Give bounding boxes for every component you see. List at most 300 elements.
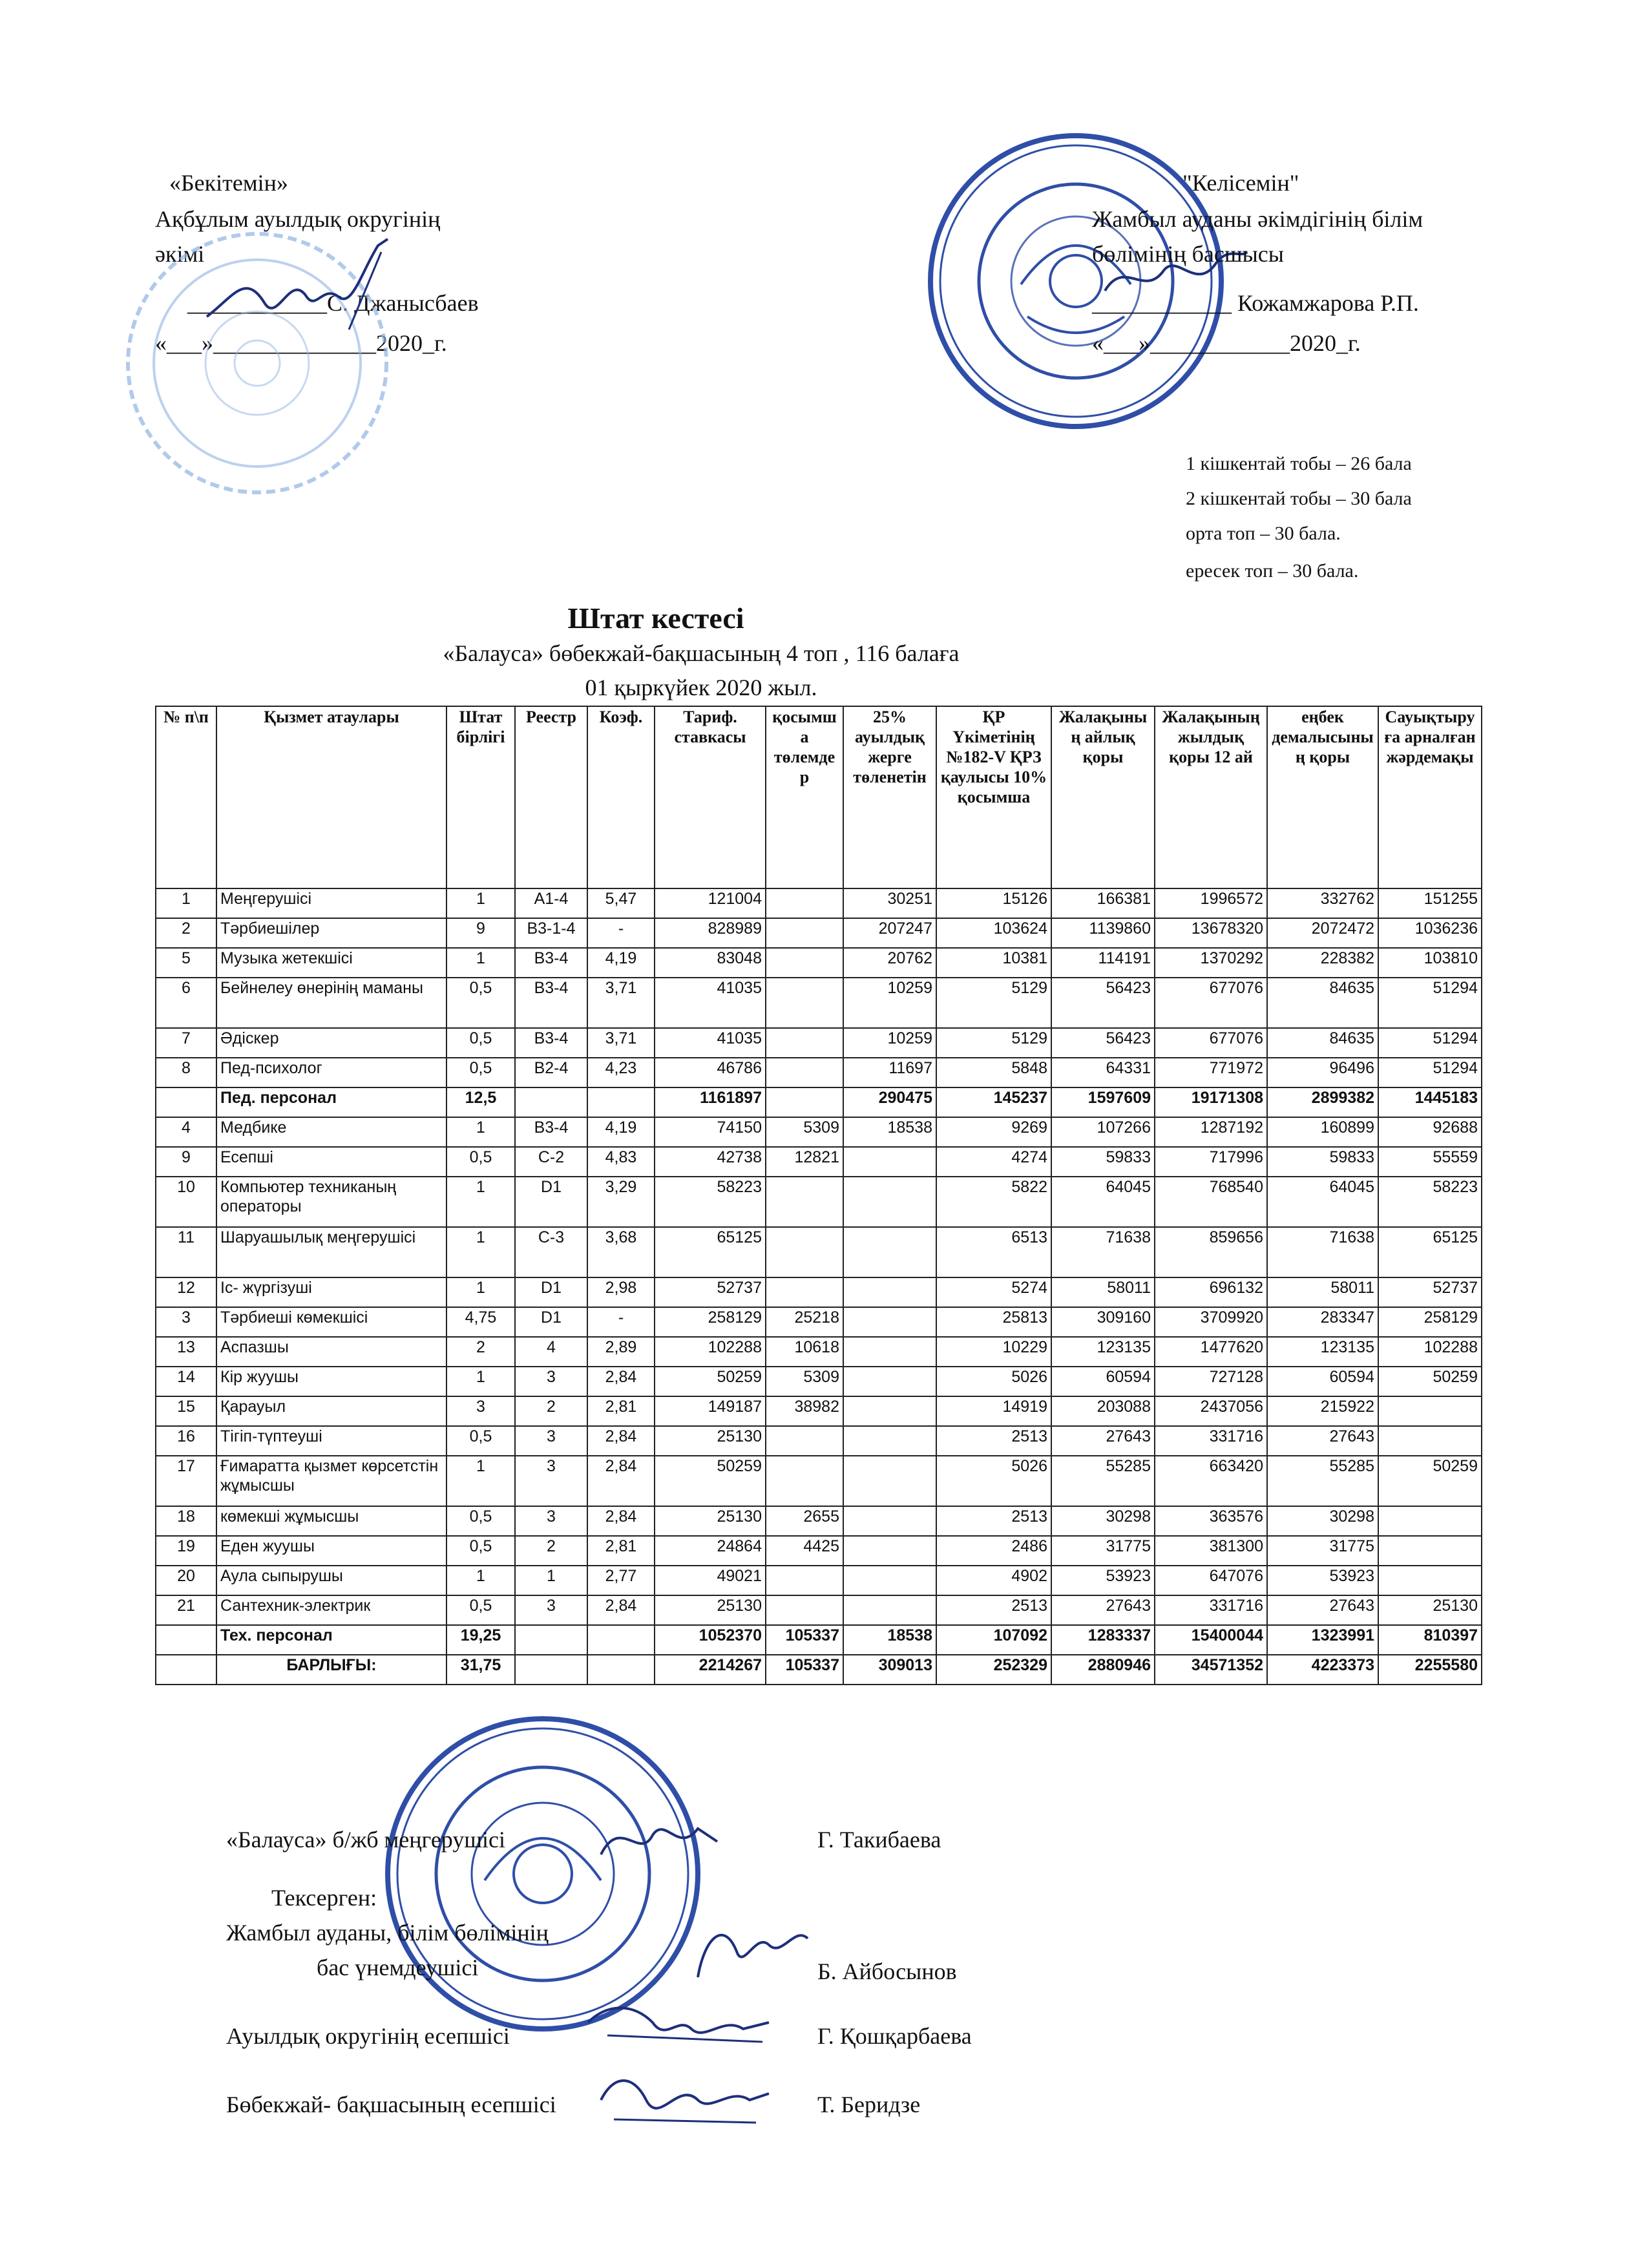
- table-cell: 31775: [1051, 1536, 1155, 1566]
- table-cell: 2880946: [1051, 1655, 1155, 1685]
- table-cell: 1: [446, 1367, 515, 1396]
- table-cell: [156, 1655, 216, 1685]
- table-row: [156, 1396, 1482, 1426]
- table-cell: В3-1-4: [515, 918, 587, 948]
- table-cell: 9: [156, 1147, 216, 1177]
- table-cell: 41035: [655, 1028, 766, 1058]
- table-cell: 203088: [1051, 1396, 1155, 1426]
- table-cell: [1378, 1536, 1482, 1566]
- table-cell: В2-4: [515, 1058, 587, 1087]
- table-cell: 1: [446, 1277, 515, 1307]
- table-cell: 64045: [1051, 1177, 1155, 1227]
- table-cell: 332762: [1267, 888, 1378, 918]
- approve-right-role: бөлімінің басшысы: [1092, 241, 1284, 267]
- table-cell: [1378, 1396, 1482, 1426]
- table-cell: 9269: [936, 1117, 1051, 1147]
- table-cell: 10259: [843, 978, 936, 1028]
- table-cell: 2,84: [587, 1426, 655, 1456]
- table-cell: 105337: [766, 1655, 843, 1685]
- dept-line2: бас үнемдеушісі: [317, 1955, 479, 1980]
- table-cell: 14: [156, 1367, 216, 1396]
- table-row: [156, 1028, 1482, 1058]
- table-cell: 0,5: [446, 978, 515, 1028]
- table-row: [156, 918, 1482, 948]
- position-name-cell: Пед. персонал: [216, 1087, 446, 1117]
- table-cell: 15: [156, 1396, 216, 1426]
- table-cell: 4,19: [587, 948, 655, 978]
- table-cell: 309160: [1051, 1307, 1155, 1337]
- position-name-cell: Музыка жетекшісі: [216, 948, 446, 978]
- table-cell: [766, 1595, 843, 1625]
- table-cell: 2437056: [1155, 1396, 1267, 1426]
- table-cell: [766, 1087, 843, 1117]
- table-cell: [766, 888, 843, 918]
- table-cell: 65125: [655, 1227, 766, 1277]
- table-cell: 647076: [1155, 1566, 1267, 1595]
- table-body: [156, 888, 1482, 1685]
- table-cell: 1161897: [655, 1087, 766, 1117]
- table-cell: 50259: [655, 1367, 766, 1396]
- table-cell: 114191: [1051, 948, 1155, 978]
- table-cell: 252329: [936, 1655, 1051, 1685]
- table-cell: 65125: [1378, 1227, 1482, 1277]
- approve-left-org: Ақбұлым ауылдық округінің: [155, 206, 441, 232]
- table-cell: 18: [156, 1506, 216, 1536]
- table-cell: 677076: [1155, 978, 1267, 1028]
- table-cell: 2255580: [1378, 1655, 1482, 1685]
- table-cell: 50259: [1378, 1456, 1482, 1506]
- okrug-label: Ауылдық округінің есепшісі: [226, 2023, 510, 2049]
- table-cell: 107092: [936, 1625, 1051, 1655]
- table-cell: 2214267: [655, 1655, 766, 1685]
- table-cell: 283347: [1267, 1307, 1378, 1337]
- table-cell: 5822: [936, 1177, 1051, 1227]
- table-cell: 0,5: [446, 1595, 515, 1625]
- table-cell: В3-4: [515, 1117, 587, 1147]
- group-item: 1 кішкентай тобы – 26 бала: [1186, 453, 1412, 474]
- table-cell: 18538: [843, 1625, 936, 1655]
- table-cell: 4,75: [446, 1307, 515, 1337]
- table-cell: 59833: [1267, 1147, 1378, 1177]
- table-cell: [515, 1087, 587, 1117]
- table-cell: 5026: [936, 1367, 1051, 1396]
- table-cell: 727128: [1155, 1367, 1267, 1396]
- table-cell: 16: [156, 1426, 216, 1456]
- position-name-cell: Меңгерушісі: [216, 888, 446, 918]
- position-name-cell: Шаруашылық меңгерушісі: [216, 1227, 446, 1277]
- table-cell: 1: [446, 1456, 515, 1506]
- table-cell: 810397: [1378, 1625, 1482, 1655]
- table-cell: [156, 1087, 216, 1117]
- table-cell: [843, 1595, 936, 1625]
- approve-left-heading: «Бекітемін»: [169, 170, 288, 196]
- table-cell: 56423: [1051, 1028, 1155, 1058]
- table-cell: 19: [156, 1536, 216, 1566]
- table-row: [156, 1277, 1482, 1307]
- table-cell: 92688: [1378, 1117, 1482, 1147]
- table-cell: 5129: [936, 1028, 1051, 1058]
- table-cell: В3-4: [515, 1028, 587, 1058]
- table-cell: [766, 918, 843, 948]
- table-cell: 771972: [1155, 1058, 1267, 1087]
- table-row: [156, 1177, 1482, 1227]
- table-cell: 5,47: [587, 888, 655, 918]
- table-cell: 1477620: [1155, 1337, 1267, 1367]
- table-cell: 51294: [1378, 1028, 1482, 1058]
- table-cell: 51294: [1378, 978, 1482, 1028]
- table-cell: 83048: [655, 948, 766, 978]
- table-cell: 381300: [1155, 1536, 1267, 1566]
- table-cell: 24864: [655, 1536, 766, 1566]
- table-cell: [843, 1147, 936, 1177]
- document-date: 01 қыркүйек 2020 жыл.: [585, 675, 817, 700]
- table-cell: 25130: [655, 1426, 766, 1456]
- table-cell: 6: [156, 978, 216, 1028]
- table-total-row: [156, 1625, 1482, 1655]
- column-header: қосымша төлемдер: [766, 706, 843, 888]
- table-cell: 25130: [655, 1506, 766, 1536]
- table-row: [156, 1426, 1482, 1456]
- table-header-row: [156, 706, 1482, 888]
- table-cell: 166381: [1051, 888, 1155, 918]
- table-cell: [156, 1625, 216, 1655]
- table-cell: 4: [156, 1117, 216, 1147]
- table-cell: [515, 1655, 587, 1685]
- table-cell: 0,5: [446, 1426, 515, 1456]
- table-row: [156, 948, 1482, 978]
- table-cell: 1597609: [1051, 1087, 1155, 1117]
- table-cell: 215922: [1267, 1396, 1378, 1426]
- table-cell: 2899382: [1267, 1087, 1378, 1117]
- position-name-cell: Әдіскер: [216, 1028, 446, 1058]
- table-cell: 58011: [1051, 1277, 1155, 1307]
- table-cell: 3: [515, 1456, 587, 1506]
- table-row: [156, 1337, 1482, 1367]
- column-header: Жалақының айлық қоры: [1051, 706, 1155, 888]
- table-cell: 56423: [1051, 978, 1155, 1028]
- document-subtitle: «Балауса» бөбекжай-бақшасының 4 топ , 116 балаға: [443, 640, 960, 666]
- okrug-name: Г. Қошқарбаева: [817, 2023, 972, 2049]
- table-cell: 121004: [655, 888, 766, 918]
- table-cell: -: [587, 918, 655, 948]
- column-header: № п\п: [156, 706, 216, 888]
- table-cell: А1-4: [515, 888, 587, 918]
- table-cell: 42738: [655, 1147, 766, 1177]
- table-cell: [1378, 1506, 1482, 1536]
- table-cell: 1287192: [1155, 1117, 1267, 1147]
- table-cell: 663420: [1155, 1456, 1267, 1506]
- table-cell: 3: [515, 1595, 587, 1625]
- table-cell: [766, 1456, 843, 1506]
- table-cell: 3: [156, 1307, 216, 1337]
- table-cell: 60594: [1051, 1367, 1155, 1396]
- table-cell: 5309: [766, 1117, 843, 1147]
- table-cell: 1: [515, 1566, 587, 1595]
- table-cell: 149187: [655, 1396, 766, 1426]
- table-cell: 31,75: [446, 1655, 515, 1685]
- table-cell: 13678320: [1155, 918, 1267, 948]
- table-cell: 1139860: [1051, 918, 1155, 948]
- head-label: «Балауса» б/жб меңгерушісі: [226, 1827, 506, 1853]
- approve-right-date: «___»____________2020_г.: [1092, 330, 1361, 356]
- table-cell: 3: [515, 1426, 587, 1456]
- table-cell: 2072472: [1267, 918, 1378, 948]
- table-cell: 58223: [655, 1177, 766, 1227]
- table-cell: [766, 1227, 843, 1277]
- table-cell: 1: [156, 888, 216, 918]
- table-cell: 2,84: [587, 1595, 655, 1625]
- head-name: Г. Такибаева: [817, 1827, 941, 1853]
- table-cell: 102288: [1378, 1337, 1482, 1367]
- table-cell: 3,71: [587, 978, 655, 1028]
- position-name-cell: Пед-психолог: [216, 1058, 446, 1087]
- table-cell: [843, 1367, 936, 1396]
- table-cell: 12821: [766, 1147, 843, 1177]
- table-cell: [843, 1277, 936, 1307]
- table-cell: 34571352: [1155, 1655, 1267, 1685]
- table-cell: 10259: [843, 1028, 936, 1058]
- position-name-cell: Еден жуушы: [216, 1536, 446, 1566]
- table-cell: 2,77: [587, 1566, 655, 1595]
- table-cell: 3: [515, 1367, 587, 1396]
- table-cell: 105337: [766, 1625, 843, 1655]
- approve-right-signer: ____________ Кожамжарова Р.П.: [1092, 290, 1419, 316]
- group-item: ересек топ – 30 бала.: [1186, 560, 1359, 582]
- position-name-cell: Тех. персонал: [216, 1625, 446, 1655]
- table-cell: 828989: [655, 918, 766, 948]
- position-name-cell: Тәрбиешілер: [216, 918, 446, 948]
- table-cell: D1: [515, 1277, 587, 1307]
- table-cell: 0,5: [446, 1506, 515, 1536]
- approve-left-signer: ____________С. Джанысбаев: [187, 290, 479, 316]
- table-cell: 2655: [766, 1506, 843, 1536]
- table-cell: [587, 1625, 655, 1655]
- table-cell: 717996: [1155, 1147, 1267, 1177]
- table-cell: 1: [446, 1117, 515, 1147]
- table-cell: [1378, 1566, 1482, 1595]
- table-row: [156, 1307, 1482, 1337]
- position-name-cell: көмекші жұмысшы: [216, 1506, 446, 1536]
- table-cell: 7: [156, 1028, 216, 1058]
- dept-name: Б. Айбосынов: [817, 1958, 957, 1984]
- table-cell: [1378, 1426, 1482, 1456]
- table-cell: [843, 1227, 936, 1277]
- table-cell: 2,81: [587, 1536, 655, 1566]
- table-cell: 5274: [936, 1277, 1051, 1307]
- position-name-cell: Қарауыл: [216, 1396, 446, 1426]
- table-cell: 5309: [766, 1367, 843, 1396]
- table-cell: 12: [156, 1277, 216, 1307]
- table-cell: 4902: [936, 1566, 1051, 1595]
- position-name-cell: Аспазшы: [216, 1337, 446, 1367]
- table-cell: 2,81: [587, 1396, 655, 1426]
- table-cell: 9: [446, 918, 515, 948]
- document-title: Штат кестесі: [567, 602, 744, 635]
- table-cell: 41035: [655, 978, 766, 1028]
- table-cell: 151255: [1378, 888, 1482, 918]
- table-cell: 1370292: [1155, 948, 1267, 978]
- table-cell: [843, 1177, 936, 1227]
- table-cell: -: [587, 1307, 655, 1337]
- table-cell: 1: [446, 1177, 515, 1227]
- position-name-cell: Есепші: [216, 1147, 446, 1177]
- table-cell: 102288: [655, 1337, 766, 1367]
- table-cell: 20: [156, 1566, 216, 1595]
- table-cell: 8: [156, 1058, 216, 1087]
- table-cell: 2,98: [587, 1277, 655, 1307]
- table-cell: [843, 1396, 936, 1426]
- position-name-cell: Медбике: [216, 1117, 446, 1147]
- table-cell: 55285: [1267, 1456, 1378, 1506]
- table-cell: 5129: [936, 978, 1051, 1028]
- table-cell: 258129: [655, 1307, 766, 1337]
- table-cell: 25218: [766, 1307, 843, 1337]
- table-cell: 30298: [1267, 1506, 1378, 1536]
- table-cell: 27643: [1267, 1426, 1378, 1456]
- table-cell: 2513: [936, 1506, 1051, 1536]
- checked-label: Тексерген:: [271, 1885, 377, 1911]
- table-cell: 53923: [1051, 1566, 1155, 1595]
- table-cell: 2,84: [587, 1506, 655, 1536]
- table-cell: В3-4: [515, 948, 587, 978]
- table-row: [156, 1506, 1482, 1536]
- table-cell: 1: [446, 888, 515, 918]
- table-cell: [766, 948, 843, 978]
- approve-right-heading: "Келісемін": [1182, 170, 1299, 196]
- table-cell: 228382: [1267, 948, 1378, 978]
- table-cell: 84635: [1267, 978, 1378, 1028]
- table-cell: 19171308: [1155, 1087, 1267, 1117]
- column-header: Қызмет атаулары: [216, 706, 446, 888]
- table-cell: 5026: [936, 1456, 1051, 1506]
- table-cell: 4425: [766, 1536, 843, 1566]
- table-cell: 2,84: [587, 1367, 655, 1396]
- table-cell: 53923: [1267, 1566, 1378, 1595]
- table-cell: 2: [515, 1536, 587, 1566]
- table-cell: 96496: [1267, 1058, 1378, 1087]
- table-cell: [843, 1426, 936, 1456]
- table-cell: 2: [515, 1396, 587, 1426]
- table-cell: [515, 1625, 587, 1655]
- table-cell: 331716: [1155, 1595, 1267, 1625]
- table-cell: 1283337: [1051, 1625, 1155, 1655]
- table-cell: 1996572: [1155, 888, 1267, 918]
- table-cell: 4: [515, 1337, 587, 1367]
- approve-left-date: «___»______________2020_г.: [155, 330, 447, 356]
- group-item: орта топ – 30 бала.: [1186, 523, 1341, 544]
- table-cell: 27643: [1051, 1426, 1155, 1456]
- table-cell: 11: [156, 1227, 216, 1277]
- table-cell: 27643: [1267, 1595, 1378, 1625]
- table-cell: [843, 1337, 936, 1367]
- column-header: Жалақының жылдық қоры 12 ай: [1155, 706, 1267, 888]
- dept-line1: Жамбыл ауданы, білім бөлімінің: [226, 1920, 549, 1946]
- table-cell: 30251: [843, 888, 936, 918]
- table-cell: [587, 1087, 655, 1117]
- position-name-cell: Кір жуушы: [216, 1367, 446, 1396]
- table-cell: 768540: [1155, 1177, 1267, 1227]
- table-cell: 52737: [1378, 1277, 1482, 1307]
- table-cell: 55285: [1051, 1456, 1155, 1506]
- table-cell: 49021: [655, 1566, 766, 1595]
- kinder-label: Бөбекжай- бақшасының есепшісі: [226, 2092, 556, 2117]
- position-name-cell: Аула сыпырушы: [216, 1566, 446, 1595]
- table-cell: 64045: [1267, 1177, 1378, 1227]
- table-cell: 6513: [936, 1227, 1051, 1277]
- table-cell: 14919: [936, 1396, 1051, 1426]
- table-cell: 27643: [1051, 1595, 1155, 1625]
- dept-signature: [685, 1913, 814, 1993]
- table-cell: [843, 1506, 936, 1536]
- table-cell: [766, 1028, 843, 1058]
- table-cell: 71638: [1267, 1227, 1378, 1277]
- position-name-cell: Тәрбиеші көмекшісі: [216, 1307, 446, 1337]
- table-cell: [843, 1456, 936, 1506]
- table-cell: 2513: [936, 1595, 1051, 1625]
- table-cell: 1323991: [1267, 1625, 1378, 1655]
- table-cell: 859656: [1155, 1227, 1267, 1277]
- okrug-signature: [582, 1997, 775, 2071]
- column-header: Тариф. ставкасы: [655, 706, 766, 888]
- table-cell: 15400044: [1155, 1625, 1267, 1655]
- table-row: [156, 1536, 1482, 1566]
- table-cell: 20762: [843, 948, 936, 978]
- table-cell: 2: [156, 918, 216, 948]
- table-cell: В3-4: [515, 978, 587, 1028]
- table-cell: 160899: [1267, 1117, 1378, 1147]
- table-cell: 2: [446, 1337, 515, 1367]
- table-cell: 4,23: [587, 1058, 655, 1087]
- table-total-row: [156, 1655, 1482, 1685]
- table-cell: [587, 1655, 655, 1685]
- table-cell: [766, 1277, 843, 1307]
- table-cell: D1: [515, 1307, 587, 1337]
- table-row: [156, 1227, 1482, 1277]
- table-cell: 11697: [843, 1058, 936, 1087]
- table-cell: 19,25: [446, 1625, 515, 1655]
- table-cell: 331716: [1155, 1426, 1267, 1456]
- table-cell: 25130: [655, 1595, 766, 1625]
- approve-right-org: Жамбыл ауданы әкімдігінің білім: [1092, 206, 1423, 232]
- table-cell: [766, 1566, 843, 1595]
- table-cell: 50259: [655, 1456, 766, 1506]
- table-cell: 0,5: [446, 1536, 515, 1566]
- table-cell: 5: [156, 948, 216, 978]
- table-row: [156, 1456, 1482, 1506]
- table-cell: 84635: [1267, 1028, 1378, 1058]
- head-signature: [594, 1803, 724, 1877]
- table-cell: 123135: [1267, 1337, 1378, 1367]
- table-cell: 1445183: [1378, 1087, 1482, 1117]
- table-cell: [766, 1426, 843, 1456]
- table-cell: [766, 1177, 843, 1227]
- table-cell: 1: [446, 1227, 515, 1277]
- table-cell: 50259: [1378, 1367, 1482, 1396]
- table-cell: 25130: [1378, 1595, 1482, 1625]
- left-signature: [194, 233, 414, 339]
- table-cell: 1: [446, 1566, 515, 1595]
- table-cell: 2486: [936, 1536, 1051, 1566]
- table-cell: 1036236: [1378, 918, 1482, 948]
- table-cell: 290475: [843, 1087, 936, 1117]
- table-cell: 3: [515, 1506, 587, 1536]
- position-name-cell: Тігіп-түптеуші: [216, 1426, 446, 1456]
- table-cell: [843, 1307, 936, 1337]
- table-cell: 51294: [1378, 1058, 1482, 1087]
- position-name-cell: Іс- жүргізуші: [216, 1277, 446, 1307]
- table-cell: 12,5: [446, 1087, 515, 1117]
- table-cell: 52737: [655, 1277, 766, 1307]
